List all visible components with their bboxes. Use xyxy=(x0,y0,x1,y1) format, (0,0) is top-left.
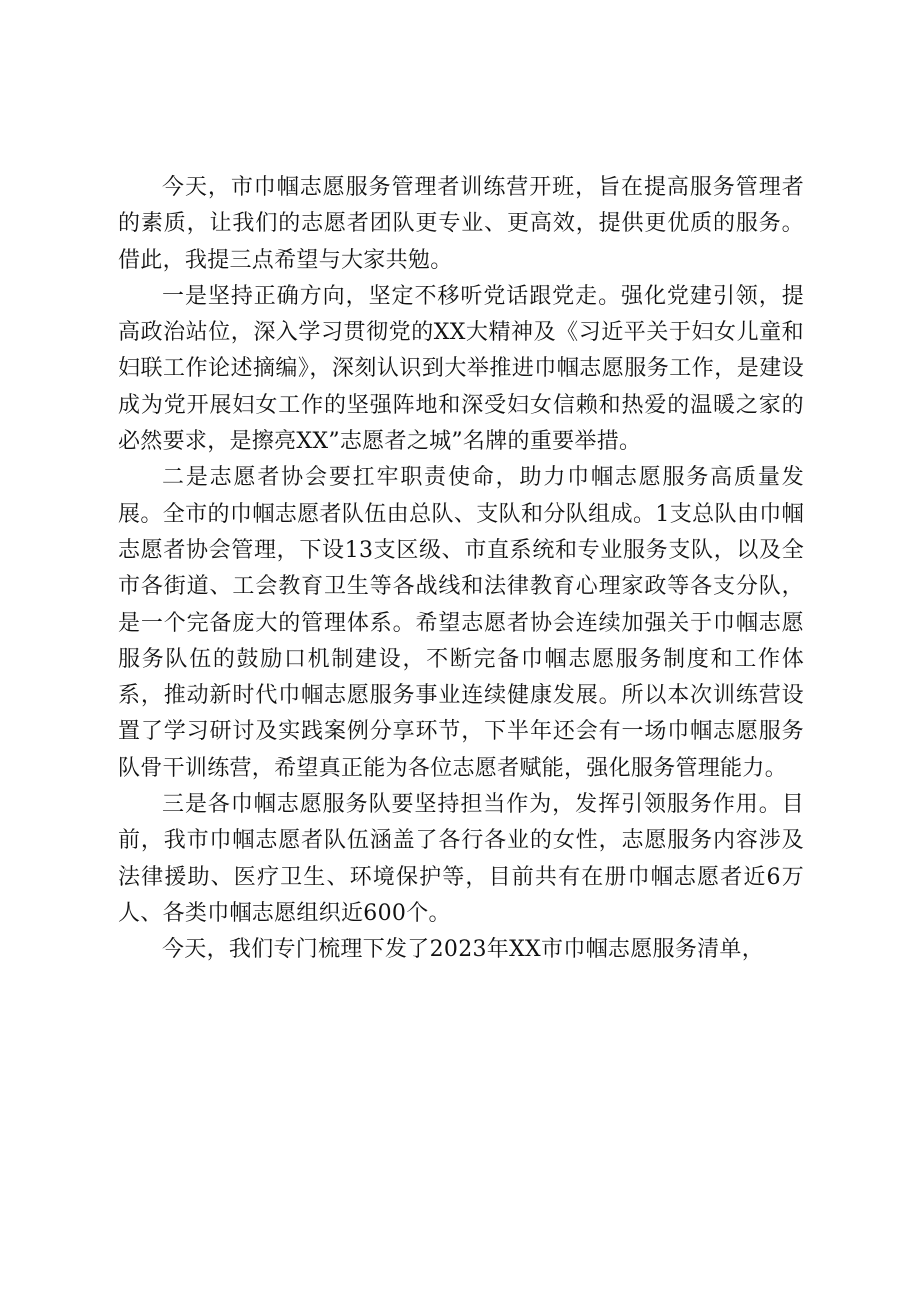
paragraph-closing: 今天，我们专门梳理下发了2023年XX市巾帼志愿服务清单， xyxy=(162,937,765,963)
document-body xyxy=(118,170,804,969)
paragraph-point-two: 二是志愿者协会要扛牢职责使命，助力巾帼志愿服务高质量发展。全市的巾帼志愿者队伍由总队、支队和分队组成。1支总队由巾帼志愿者协会管理，下设13支区级、市直系统和专业服务支队，以及全市各街道、工会教育卫生等各战线和法律教育心理家政等各支分队，是一个完备庞大的管理体系。希望志愿者协会连续加强关于巾帼志愿服务队伍的鼓励口机制建设，不断完备巾帼志愿服务制度和工作体系，推动新时代巾帼志愿服务事业连续健康发展。所以本次训练营设置了学习研讨及实践案例分享环节，下半年还会有一场巾帼志愿服务队骨干训练营，希望真正能为各位志愿者赋能，强化服务管理能力。 xyxy=(118,465,804,781)
paragraph-opening: 今天，市巾帼志愿服务管理者训练营开班，旨在提高服务管理者的素质，让我们的志愿者团队更专业、更高效，提供更优质的服务。借此，我提三点希望与大家共勉。 xyxy=(118,175,804,273)
paragraph-point-three: 三是各巾帼志愿服务队要坚持担当作为，发挥引领服务作用。目前，我市巾帼志愿者队伍涵盖了各行各业的女性，志愿服务内容涉及法律援助、医疗卫生、环境保护等，目前共有在册巾帼志愿者近6万人、各类巾帼志愿组织近600个。 xyxy=(118,792,804,926)
paragraph-point-one: 一是坚持正确方向，坚定不移听党话跟党走。强化党建引领，提高政治站位，深入学习贯彻党的XX大精神及《习近平关于妇女儿童和妇联工作论述摘编》，深刻认识到大举推进巾帼志愿服务工作，是建设成为党开展妇女工作的坚强阵地和深受妇女信赖和热爱的温暖之家的必然要求，是擦亮XX”志愿者之城”名牌的重要举措。 xyxy=(118,283,804,455)
